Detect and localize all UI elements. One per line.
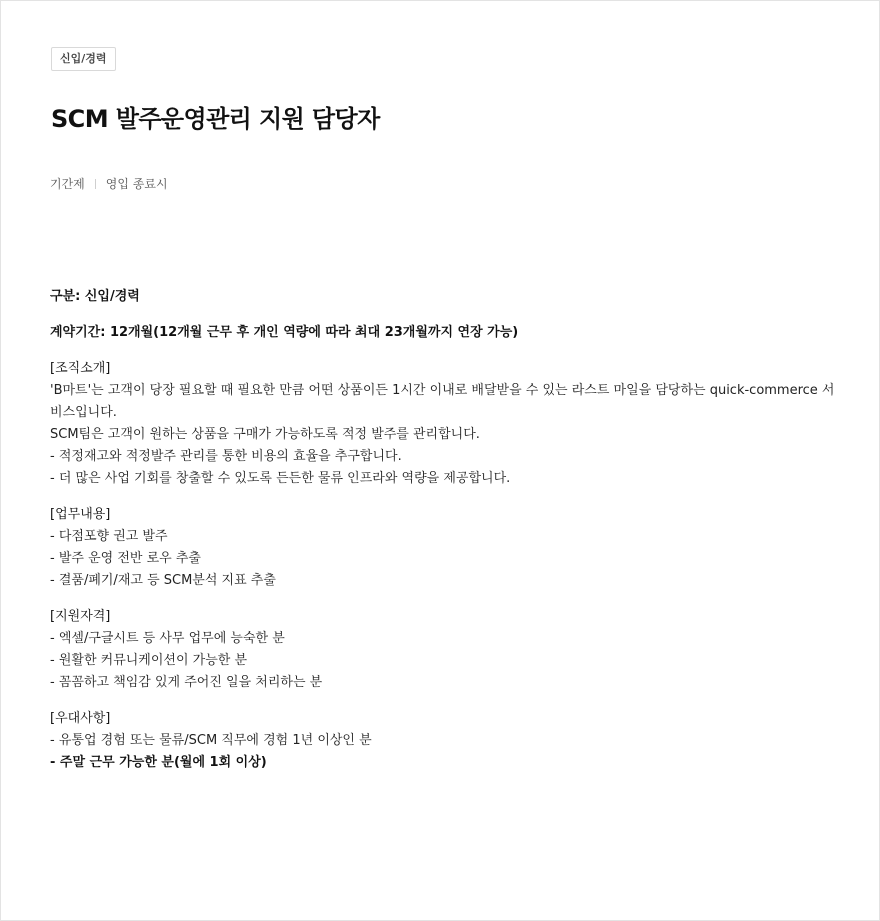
- section-heading: [업무내용]: [50, 507, 111, 522]
- preferred-item-bold: - 주말 근무 가능한 분(월에 1회 이상): [50, 755, 267, 770]
- duty-item: - 결품/폐기/재고 등 SCM분석 지표 추출: [50, 573, 276, 588]
- page-title: SCM 발주운영관리 지원 담당자: [51, 105, 380, 133]
- preferred-item: - 유통업 경험 또는 물류/SCM 직무에 경험 1년 이상인 분: [50, 733, 372, 748]
- contract-line: 계약기간: 12개월(12개월 근무 후 개인 역량에 따라 최대 23개월까지 연장 가능): [50, 325, 519, 340]
- org-section: [50, 358, 840, 490]
- org-line: SCM팀은 고객이 원하는 상품을 구매가 가능하도록 적정 발주를 관리합니다.: [50, 427, 480, 442]
- qualification-item: - 꼼꼼하고 책임감 있게 주어진 일을 처리하는 분: [50, 675, 323, 690]
- qualification-item: - 엑셀/구글시트 등 사무 업무에 능숙한 분: [50, 631, 285, 646]
- section-heading: [지원자격]: [50, 609, 111, 624]
- qualifications-section: [50, 606, 840, 694]
- meta-divider: [95, 179, 96, 189]
- duty-item: - 다점포향 권고 발주: [50, 529, 168, 544]
- duties-section: [50, 504, 840, 592]
- division-line: 구분: 신입/경력: [50, 289, 140, 304]
- section-heading: [우대사항]: [50, 711, 111, 726]
- section-heading: [조직소개]: [50, 361, 111, 376]
- career-type-badge: 신입/경력: [51, 47, 116, 71]
- job-description: [50, 286, 840, 774]
- job-meta: [50, 176, 168, 192]
- employment-type: 기간제: [50, 177, 85, 191]
- org-line: - 더 많은 사업 기회를 창출할 수 있도록 든든한 물류 인프라와 역량을 제공합니다.: [50, 471, 511, 486]
- qualification-item: - 원활한 커뮤니케이션이 가능한 분: [50, 653, 248, 668]
- org-line: - 적정재고와 적정발주 관리를 통한 비용의 효율을 추구합니다.: [50, 449, 402, 464]
- duty-item: - 발주 운영 전반 로우 추출: [50, 551, 201, 566]
- org-line: 'B마트'는 고객이 당장 필요할 때 필요한 만큼 어떤 상품이든 1시간 이내로 배달받을 수 있는 라스트 마일을 담당하는 quick-commerce 서비스입니다.: [50, 383, 835, 420]
- preferred-section: [50, 708, 840, 774]
- deadline: 영입 종료시: [105, 177, 168, 191]
